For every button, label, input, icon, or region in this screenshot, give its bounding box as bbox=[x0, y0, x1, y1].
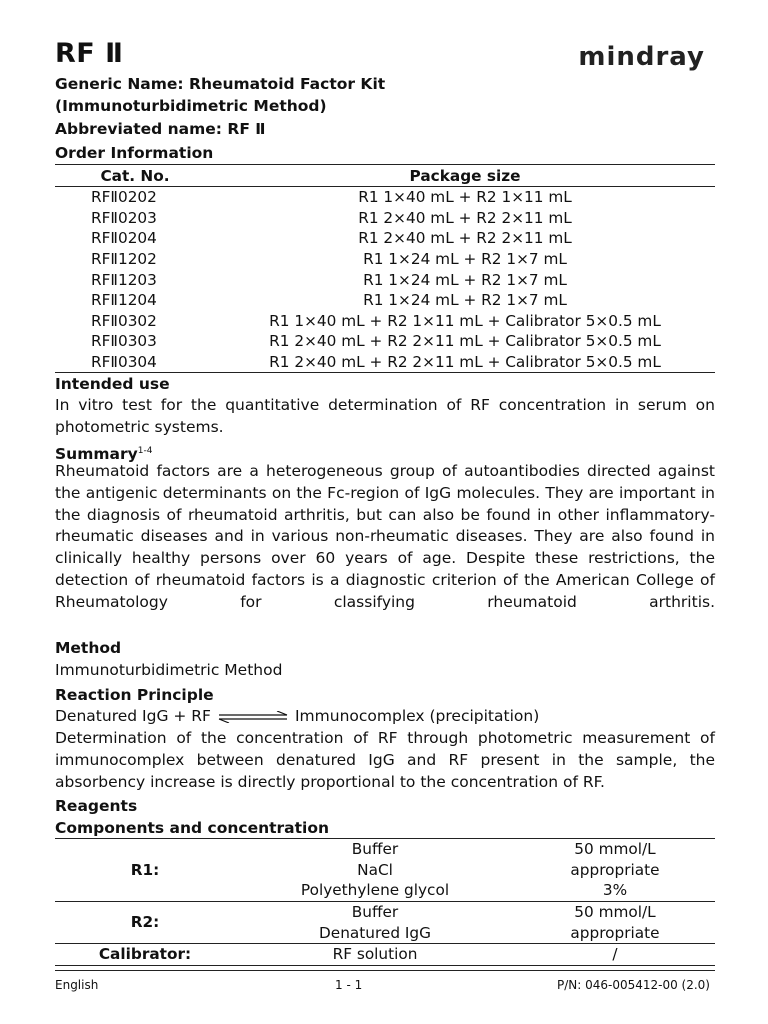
calibrator-label: Calibrator: bbox=[55, 943, 235, 965]
component-cell: NaCl bbox=[357, 860, 393, 879]
table-row bbox=[55, 839, 715, 860]
summary-heading-label: Summary bbox=[55, 445, 138, 464]
component-cell: RF solution bbox=[235, 943, 515, 965]
package-size-cell: R1 1×40 mL + R2 1×11 mL bbox=[358, 188, 572, 207]
method-heading: Method bbox=[55, 639, 122, 657]
components-heading: Components and concentration bbox=[55, 819, 330, 837]
order-heading: Order Information bbox=[55, 144, 214, 162]
intended-use-heading: Intended use bbox=[55, 375, 170, 393]
concentration-cell: / bbox=[515, 943, 715, 965]
reaction-reactant: Denatured IgG + RF bbox=[55, 707, 211, 725]
package-size-cell: R1 2×40 mL + R2 2×11 mL bbox=[358, 229, 572, 248]
table-row bbox=[55, 228, 715, 249]
table-row bbox=[55, 269, 715, 290]
cat-no-cell: RFⅡ0302 bbox=[91, 311, 157, 330]
column-header-cat-no: Cat. No. bbox=[55, 165, 215, 187]
table-row bbox=[55, 943, 715, 965]
cat-no-cell: RFⅡ0203 bbox=[91, 208, 157, 227]
cat-no-cell: RFⅡ1202 bbox=[91, 250, 157, 269]
component-cell: Denatured IgG bbox=[319, 923, 431, 942]
generic-name: Generic Name: Rheumatoid Factor Kit bbox=[55, 75, 386, 93]
reaction-principle-heading: Reaction Principle bbox=[55, 686, 214, 704]
mindray-logo: mindray bbox=[578, 42, 705, 72]
intended-use-text: In vitro test for the quantitative determination of RF concentration in serum on photometric systems. bbox=[55, 396, 715, 436]
package-size-cell: R1 1×24 mL + R2 1×7 mL bbox=[363, 291, 567, 310]
footer-language: English bbox=[55, 978, 99, 992]
component-cell: Buffer bbox=[235, 839, 515, 860]
cat-no-cell: RFⅡ1203 bbox=[91, 270, 157, 289]
column-header-package-size: Package size bbox=[215, 165, 715, 187]
footer-divider bbox=[55, 970, 715, 971]
order-table-header bbox=[55, 165, 715, 187]
table-row bbox=[55, 290, 715, 311]
reagents-heading: Reagents bbox=[55, 797, 138, 815]
equilibrium-arrow-icon bbox=[217, 711, 289, 723]
component-cell: Polyethylene glycol bbox=[300, 881, 450, 900]
summary-reference: 1-4 bbox=[137, 446, 153, 456]
cat-no-cell: RFⅡ0204 bbox=[91, 229, 157, 248]
table-row bbox=[55, 208, 715, 229]
package-size-cell: R1 2×40 mL + R2 2×11 mL bbox=[358, 208, 572, 227]
concentration-cell: 50 mmol/L bbox=[515, 839, 715, 860]
reaction-equation bbox=[55, 706, 715, 728]
concentration-cell: appropriate bbox=[570, 923, 660, 942]
table-row bbox=[55, 249, 715, 270]
abbreviated-name: Abbreviated name: RF Ⅱ bbox=[55, 120, 266, 138]
concentration-cell: 50 mmol/L bbox=[515, 901, 715, 922]
footer-page-number: 1 - 1 bbox=[335, 978, 363, 992]
component-cell: Buffer bbox=[235, 901, 515, 922]
package-size-cell: R1 1×40 mL + R2 1×11 mL + Calibrator 5×0.5 mL bbox=[269, 311, 661, 330]
package-size-cell: R1 2×40 mL + R2 2×11 mL + Calibrator 5×0.5 mL bbox=[269, 332, 661, 351]
reaction-product: Immunocomplex (precipitation) bbox=[294, 707, 540, 725]
cat-no-cell: RFⅡ0202 bbox=[91, 188, 157, 207]
concentration-cell: appropriate bbox=[570, 860, 660, 879]
concentration-cell: 3% bbox=[602, 881, 628, 900]
order-table bbox=[55, 164, 715, 373]
footer-part-number: P/N: 046-005412-00 (2.0) bbox=[556, 978, 710, 992]
package-size-cell: R1 1×24 mL + R2 1×7 mL bbox=[363, 250, 567, 269]
table-row bbox=[55, 311, 715, 332]
document-title: RF Ⅱ bbox=[55, 38, 124, 69]
table-row bbox=[55, 901, 715, 922]
table-row bbox=[55, 187, 715, 208]
package-size-cell: R1 2×40 mL + R2 2×11 mL + Calibrator 5×0.5 mL bbox=[215, 352, 715, 373]
cat-no-cell: RFⅡ0304 bbox=[55, 352, 215, 373]
r2-label: R2: bbox=[55, 901, 235, 943]
table-row bbox=[55, 331, 715, 352]
package-size-cell: R1 1×24 mL + R2 1×7 mL bbox=[363, 270, 567, 289]
method-text: Immunoturbidimetric Method bbox=[55, 661, 283, 679]
r1-label: R1: bbox=[55, 839, 235, 902]
summary-text: Rheumatoid factors are a heterogeneous group of autoantibodies directed against the antigenic determinants on the Fc-region of IgG molecules. They are important in the diagnosis of rheumatoid arthritis, but can also be found in other inflammatory-rheumatic diseases and in various non-rheumatic diseases. They are also found in clinically healthy persons over 60 years of age. Despite these restrictions, the detection of rheumatoid factors is a diagnostic criterion of the American College of Rheumatology for classifying rheumatoid arthritis. bbox=[55, 462, 715, 611]
cat-no-cell: RFⅡ1204 bbox=[91, 291, 157, 310]
reaction-principle-text: Determination of the concentration of RF through photometric measurement of immunocomplex between denatured IgG and RF present in the sample, the absorbency increase is directly proportional to the concentration of RF. bbox=[55, 729, 715, 791]
title-row bbox=[55, 38, 715, 78]
cat-no-cell: RFⅡ0303 bbox=[91, 332, 157, 351]
method-name: (Immunoturbidimetric Method) bbox=[55, 97, 327, 115]
table-row bbox=[55, 352, 715, 373]
reagents-table bbox=[55, 838, 715, 966]
